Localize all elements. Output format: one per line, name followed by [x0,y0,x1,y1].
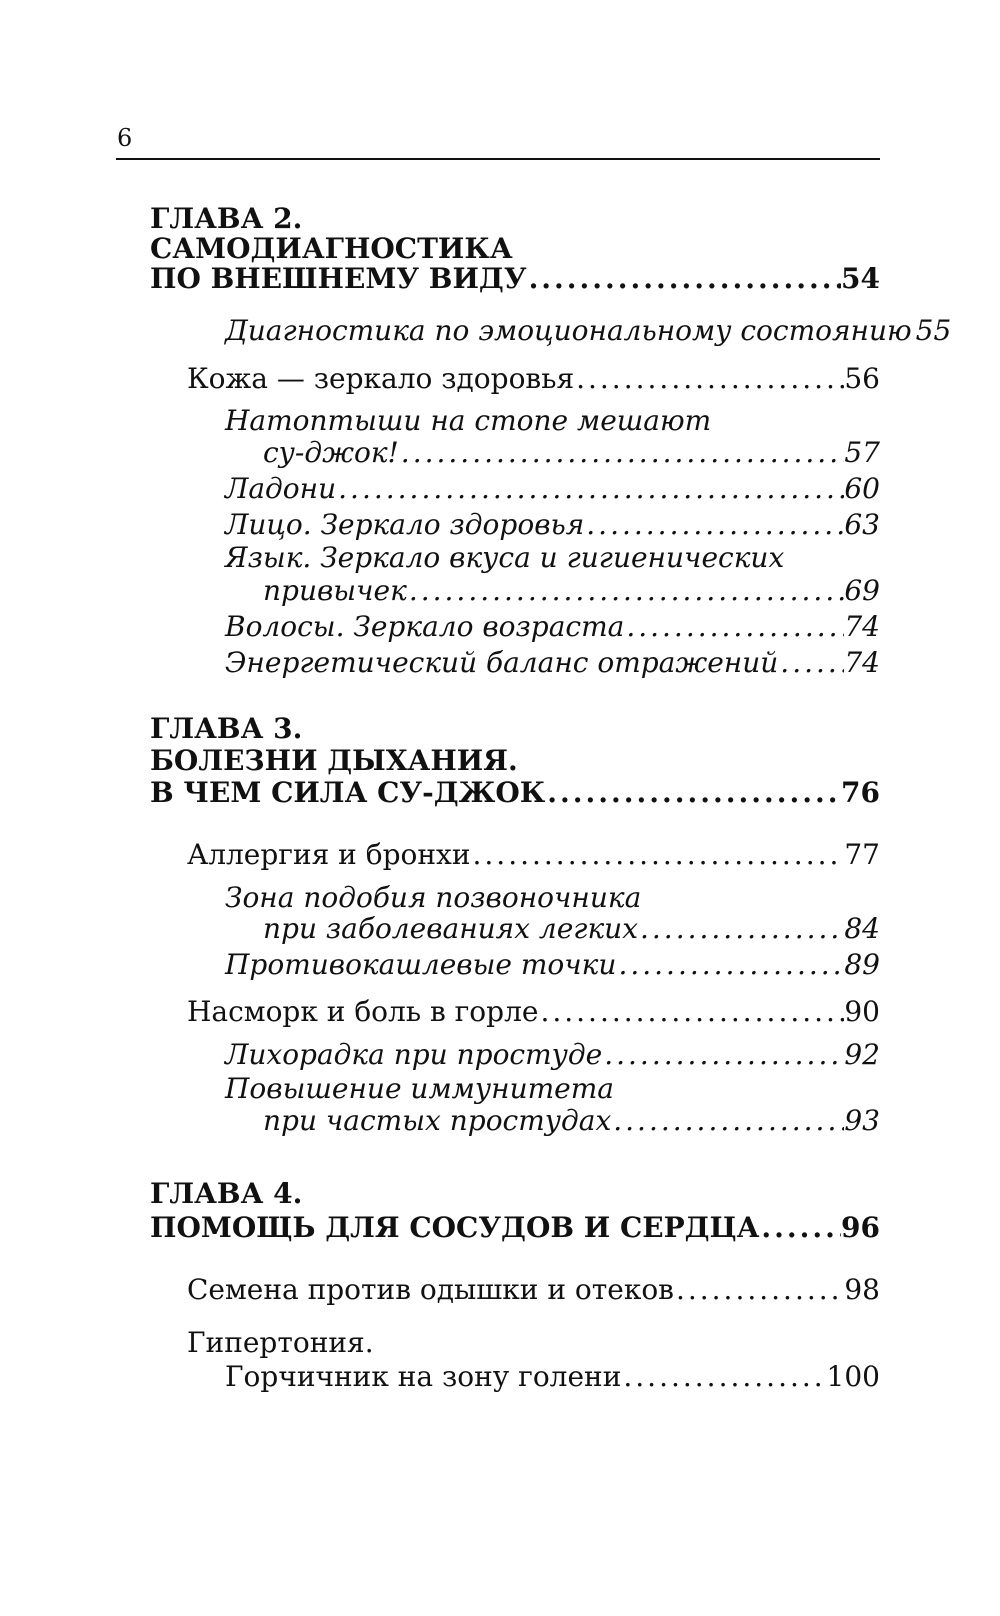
dot-leader [574,362,844,396]
page-ref: 96 [841,1211,880,1244]
toc-entry-tongue[interactable] [263,574,880,608]
toc-entry-seeds[interactable] [187,1273,880,1307]
page-ref: 57 [844,436,880,469]
toc-entry-runny-nose[interactable] [187,995,880,1029]
dot-leader [407,574,845,608]
chapter-3-label: ГЛАВА 3. [150,712,303,745]
entry-title: при заболеваниях легких [263,912,638,945]
dot-leader [545,776,841,810]
entry-title: Горчичник на зону голени [225,1360,622,1393]
dot-leader [527,262,841,296]
toc-entry-spine-line1: Зона подобия позвоночника [225,881,642,914]
toc-entry-calluses[interactable] [263,436,880,470]
entry-title: су-джок! [263,436,399,469]
page-ref: 55 [915,314,952,347]
toc-entry-face[interactable] [225,508,880,542]
page-ref: 74 [844,646,880,679]
page-ref: 69 [844,574,880,607]
chapter-3-title-line1: БОЛЕЗНИ ДЫХАНИЯ. [150,744,518,777]
dot-leader [778,646,844,680]
dot-leader [759,1211,841,1245]
page-ref: 76 [841,776,880,809]
toc-entry-palms[interactable] [225,472,880,506]
toc-entry-hypertension[interactable] [225,1360,880,1394]
entry-title: Волосы. Зеркало возраста [225,610,625,643]
page-ref: 63 [844,508,880,541]
toc-entry-skin[interactable] [187,362,880,396]
page-ref: 89 [844,948,880,981]
toc-entry-immunity[interactable] [263,1104,880,1138]
toc-entry-cough[interactable] [225,948,880,982]
entry-title: Энергетический баланс отражений [225,646,779,679]
dot-leader [674,1273,844,1307]
dot-leader [616,948,844,982]
dot-leader [471,838,845,872]
page-ref: 60 [844,472,880,505]
entry-title: Противокашлевые точки [225,948,617,981]
header-rule [116,158,880,160]
chapter-2-title-entry[interactable] [150,262,880,296]
entry-title: Лицо. Зеркало здоровья [225,508,585,541]
toc-entry-calluses-line1: Натоптыши на стопе мешают [225,404,712,437]
dot-leader [336,472,844,506]
page-ref: 84 [844,912,880,945]
chapter-4-label: ГЛАВА 4. [150,1177,303,1210]
chapter-2-title-line1: САМОДИАГНОСТИКА [150,232,513,265]
page-ref: 93 [844,1104,880,1137]
page-ref: 77 [844,838,880,871]
page-ref: 92 [844,1038,880,1071]
chapter-4-title-entry[interactable] [150,1211,880,1245]
toc-entry-fever[interactable] [225,1038,880,1072]
entry-title: Насморк и боль в горле [187,995,539,1028]
dot-leader [611,1104,844,1138]
toc-entry-allergy[interactable] [187,838,880,872]
entry-title: Ладони [225,472,337,505]
dot-leader [399,436,845,470]
page-ref: 98 [844,1273,880,1306]
chapter-3-title-line2: В ЧЕМ СИЛА СУ-ДЖОК [150,776,546,809]
entry-title: при частых простудах [263,1104,612,1137]
dot-leader [602,1038,844,1072]
chapter-4-title-line1: ПОМОЩЬ ДЛЯ СОСУДОВ И СЕРДЦА [150,1211,760,1244]
chapter-2-title-line2: ПО ВНЕШНЕМУ ВИДУ [150,262,527,295]
toc-entry-hypertension-line1: Гипертония. [187,1326,374,1359]
toc-entry-immunity-line1: Повышение иммунитета [225,1072,614,1105]
entry-title: Диагностика по эмоциональному состоянию [225,314,912,347]
page-ref: 100 [826,1360,880,1393]
entry-title: Лихорадка при простуде [225,1038,603,1071]
entry-title: Семена против одышки и отеков [187,1273,674,1306]
page-ref: 54 [841,262,880,295]
page-ref: 90 [844,995,880,1028]
entry-title: Кожа — зеркало здоровья [187,362,575,395]
dot-leader [621,1360,826,1394]
entry-title: Аллергия и бронхи [187,838,471,871]
entry-title: привычек [263,574,407,607]
page-ref: 74 [844,610,880,643]
chapter-3-title-entry[interactable] [150,776,880,810]
toc-entry-hair[interactable] [225,610,880,644]
dot-leader [538,995,844,1029]
dot-leader [638,912,844,946]
dot-leader [624,610,844,644]
chapter-2-label: ГЛАВА 2. [150,202,303,235]
toc-entry-diagnostics[interactable] [225,314,952,348]
toc-entry-spine[interactable] [263,912,880,946]
page-number: 6 [117,124,133,152]
page-ref: 56 [844,362,880,395]
dot-leader [584,508,844,542]
toc-entry-energy[interactable] [225,646,880,680]
toc-entry-tongue-line1: Язык. Зеркало вкуса и гигиенических [225,541,785,574]
